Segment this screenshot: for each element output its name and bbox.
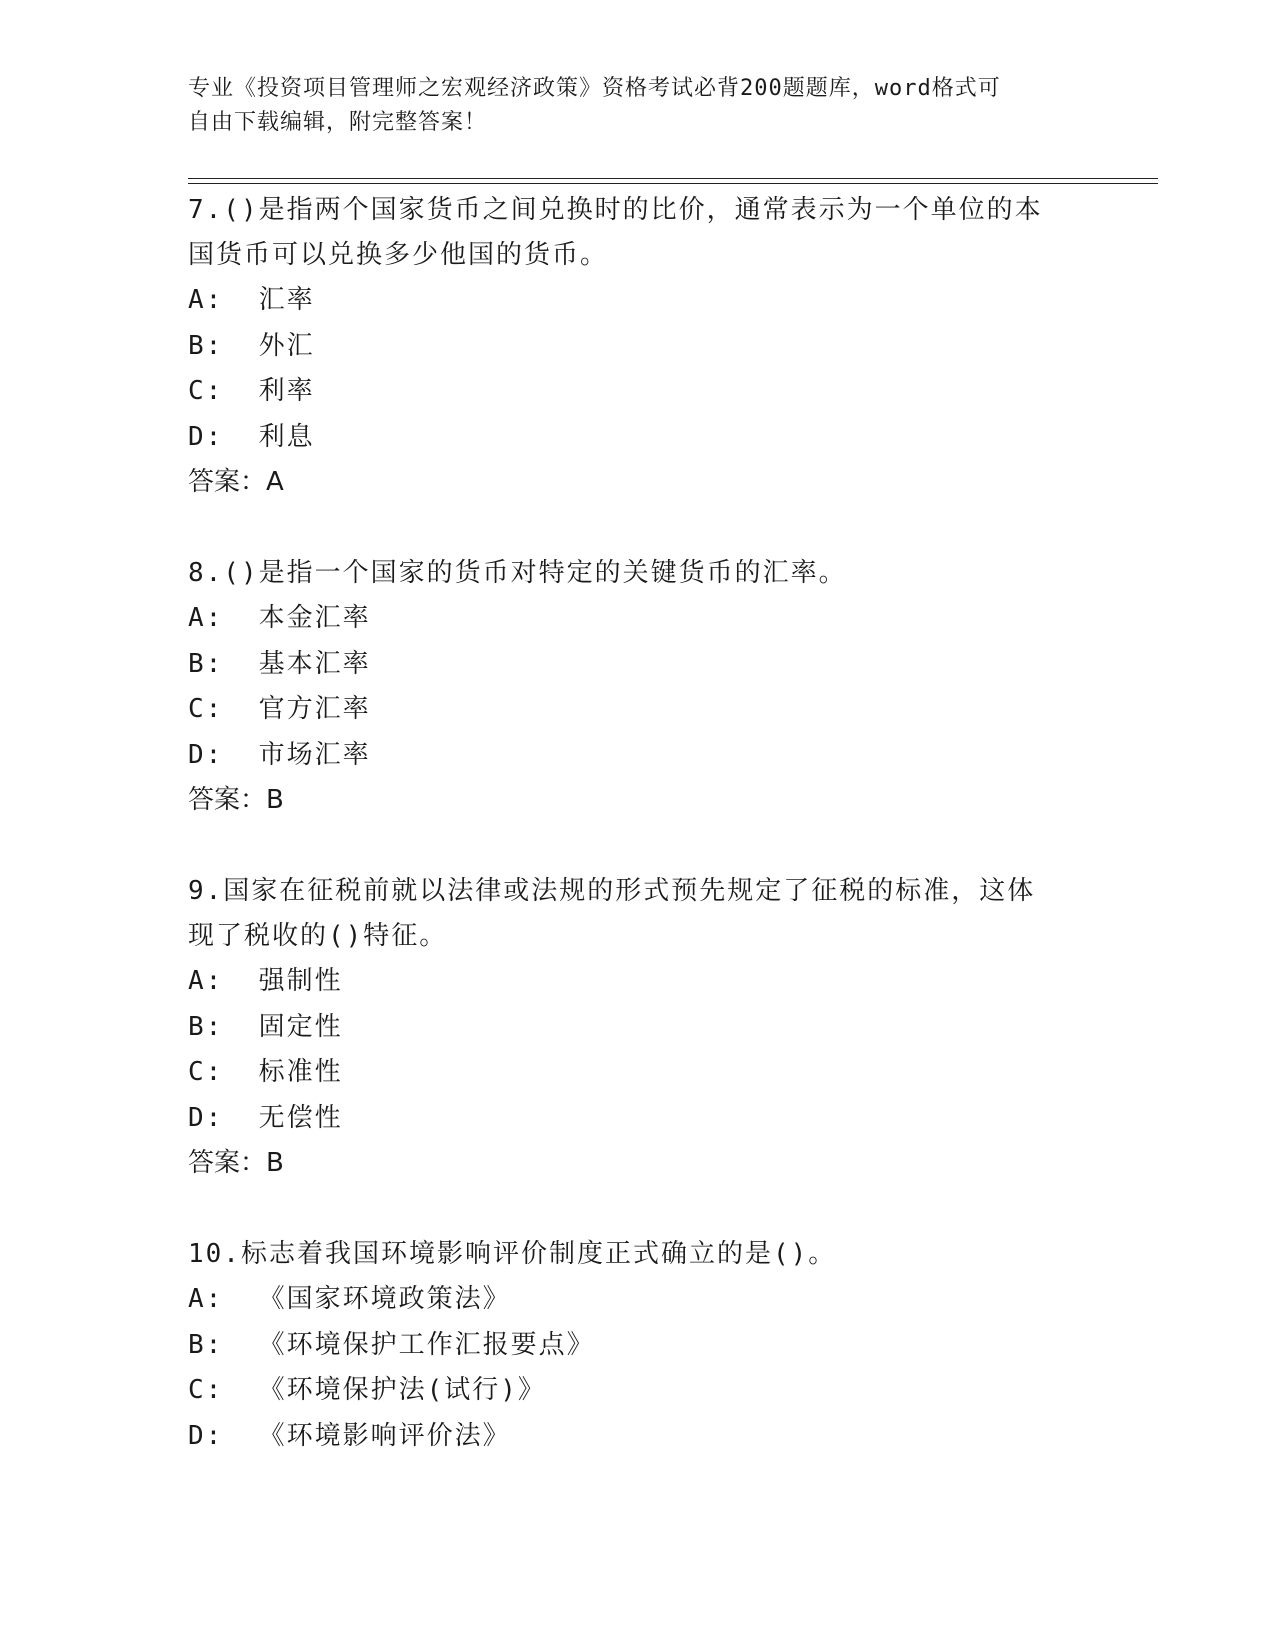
option-b: B: 固定性 bbox=[188, 1011, 343, 1042]
answer-line: 答案：A bbox=[188, 467, 284, 497]
option-b: B: 《环境保护工作汇报要点》 bbox=[188, 1329, 595, 1360]
answer-line: 答案：B bbox=[188, 1148, 284, 1178]
question-7 bbox=[188, 188, 1088, 505]
header-line-2: 自由下载编辑，附完整答案！ bbox=[188, 110, 488, 135]
question-10 bbox=[188, 1232, 1088, 1459]
option-c: C: 利率 bbox=[188, 376, 315, 406]
option-d: D: 无偿性 bbox=[188, 1102, 343, 1133]
option-a: A: 《国家环境政策法》 bbox=[188, 1284, 511, 1314]
option-d: D: 利息 bbox=[188, 421, 315, 452]
question-list bbox=[188, 188, 1088, 1505]
option-a: A: 汇率 bbox=[188, 285, 315, 315]
option-c: C: 标准性 bbox=[188, 1057, 343, 1087]
header-line-1: 专业《投资项目管理师之宏观经济政策》资格考试必背200题题库，word格式可 bbox=[188, 76, 1001, 101]
question-text-line: 9.国家在征税前就以法律或法规的形式预先规定了征税的标准，这体 bbox=[188, 876, 1036, 906]
header-divider-top bbox=[188, 178, 1158, 179]
option-a: A: 强制性 bbox=[188, 966, 343, 996]
question-text-line: 现了税收的()特征。 bbox=[188, 921, 448, 951]
question-text-line: 8.()是指一个国家的货币对特定的关键货币的汇率。 bbox=[188, 558, 847, 588]
answer-line: 答案：B bbox=[188, 785, 284, 815]
option-a: A: 本金汇率 bbox=[188, 603, 371, 633]
question-text-line: 10.标志着我国环境影响评价制度正式确立的是()。 bbox=[188, 1239, 837, 1269]
question-9 bbox=[188, 869, 1088, 1186]
option-d: D: 《环境影响评价法》 bbox=[188, 1420, 511, 1451]
option-c: C: 《环境保护法(试行)》 bbox=[188, 1375, 546, 1405]
question-text-line: 7.()是指两个国家货币之间兑换时的比价，通常表示为一个单位的本 bbox=[188, 195, 1043, 225]
option-b: B: 外汇 bbox=[188, 330, 315, 361]
option-c: C: 官方汇率 bbox=[188, 694, 371, 724]
question-8 bbox=[188, 551, 1088, 823]
question-text-line: 国货币可以兑换多少他国的货币。 bbox=[188, 240, 609, 270]
option-b: B: 基本汇率 bbox=[188, 648, 371, 679]
document-header bbox=[188, 72, 1088, 140]
option-d: D: 市场汇率 bbox=[188, 739, 371, 770]
header-divider-bottom bbox=[188, 183, 1158, 184]
